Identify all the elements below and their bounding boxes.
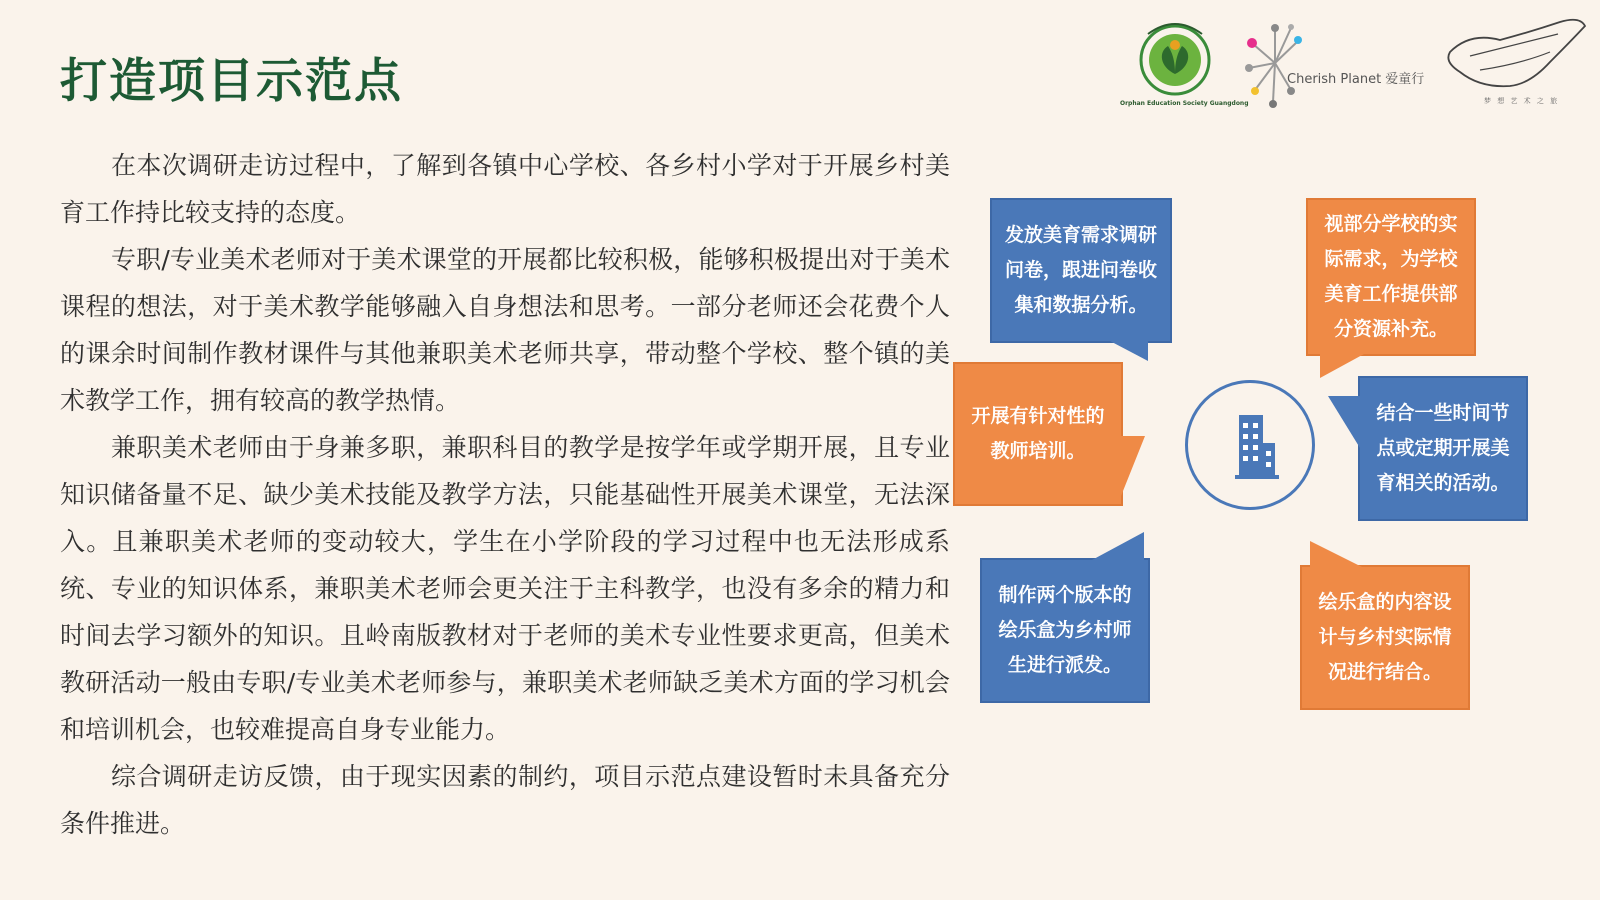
bubble-survey xyxy=(990,198,1172,343)
bubble-activities-line-1: 结合一些时间节 xyxy=(1376,402,1510,424)
hub-circle xyxy=(1185,380,1315,510)
body-text xyxy=(60,142,950,847)
bubble-activities-line-2: 点或定期开展美 xyxy=(1376,437,1510,459)
dot-burst-icon xyxy=(1245,18,1305,113)
bubble-survey-line-3: 集和数据分析。 xyxy=(1014,294,1148,316)
page-title: 打造项目示范点 xyxy=(60,54,403,109)
bubble-resources-line-3: 美育工作提供部 xyxy=(1324,283,1458,305)
paragraph-3: 兼职美术老师由于身兼多职，兼职科目的教学是按学年或学期开展，且专业知识储备量不足、缺少美术技能及教学方法，只能基础性开展美术课堂，无法深入。且兼职美术老师的变动较大，学生在小学阶段的学习过程中也无法形成系统、专业的知识体系，兼职美术老师会更关注于主科教学，也没有多余的精力和时间去学习额外的知识。且岭南版教材对于老师的美术专业性要求更高，但美术教研活动一般由专职/专业美术老师参与，兼职美术老师缺乏美术方面的学习机会和培训机会，也较难提高自身专业能力。 xyxy=(60,433,950,744)
bubble-design-line-2: 计与乡村实际情 xyxy=(1318,626,1452,648)
bubble-boxes-line-1: 制作两个版本的 xyxy=(998,584,1132,606)
bubble-activities-line-3: 育相关的活动。 xyxy=(1376,472,1510,494)
paragraph-1: 在本次调研走访过程中，了解到各镇中心学校、各乡村小学对于开展乡村美育工作持比较支持的态度。 xyxy=(60,151,950,227)
bubble-training xyxy=(953,362,1123,506)
bubble-survey-line-1: 发放美育需求调研 xyxy=(1004,224,1157,246)
bubble-resources-line-1: 视部分学校的实 xyxy=(1324,213,1458,235)
paragraph-4: 综合调研走访反馈，由于现实因素的制约，项目示范点建设暂时未具备充分条件推进。 xyxy=(60,762,950,838)
leaf-emblem-icon xyxy=(1120,12,1230,102)
paragraph-2: 专职/专业美术老师对于美术课堂的开展都比较积极，能够积极提出对于美术课程的想法，对于美术教学能够融入自身想法和思考。一部分老师还会花费个人的课余时间制作教材课件与其他兼职美术老师共享，带动整个学校、整个镇的美术教学工作，拥有较高的教学热情。 xyxy=(60,245,950,415)
hands-heart-icon xyxy=(1440,12,1588,96)
dream-art-logo xyxy=(1440,12,1588,112)
bubble-training-line-2: 教师培训。 xyxy=(990,440,1086,462)
bubble-resources xyxy=(1306,198,1476,356)
bubble-boxes-line-3: 生进行派发。 xyxy=(1007,654,1122,676)
partner-logos xyxy=(1120,12,1590,122)
bubble-boxes xyxy=(980,558,1150,703)
bubble-design-line-1: 绘乐盒的内容设 xyxy=(1318,591,1452,613)
bubble-resources-line-2: 际需求，为学校 xyxy=(1324,248,1458,270)
bubble-design xyxy=(1300,565,1470,710)
bubble-design-line-3: 况进行结合。 xyxy=(1327,661,1442,683)
cherish-planet-text: Cherish Planet 爱童行 xyxy=(1287,72,1425,87)
building-icon xyxy=(1225,413,1281,481)
bubble-resources-line-4: 分资源补充。 xyxy=(1333,318,1448,340)
bubble-activities xyxy=(1358,376,1528,521)
bubble-survey-line-2: 问卷，跟进问卷收 xyxy=(1004,259,1157,281)
orphan-education-logo xyxy=(1120,12,1249,112)
orphan-caption: Orphan Education Society Guangdong xyxy=(1120,100,1249,107)
bubble-training-line-1: 开展有针对性的 xyxy=(971,405,1105,427)
cherish-planet-logo xyxy=(1245,18,1425,113)
bubble-boxes-line-2: 绘乐盒为乡村师 xyxy=(998,619,1132,641)
dream-art-caption: 梦 想 艺 术 之 旅 xyxy=(1484,97,1560,105)
